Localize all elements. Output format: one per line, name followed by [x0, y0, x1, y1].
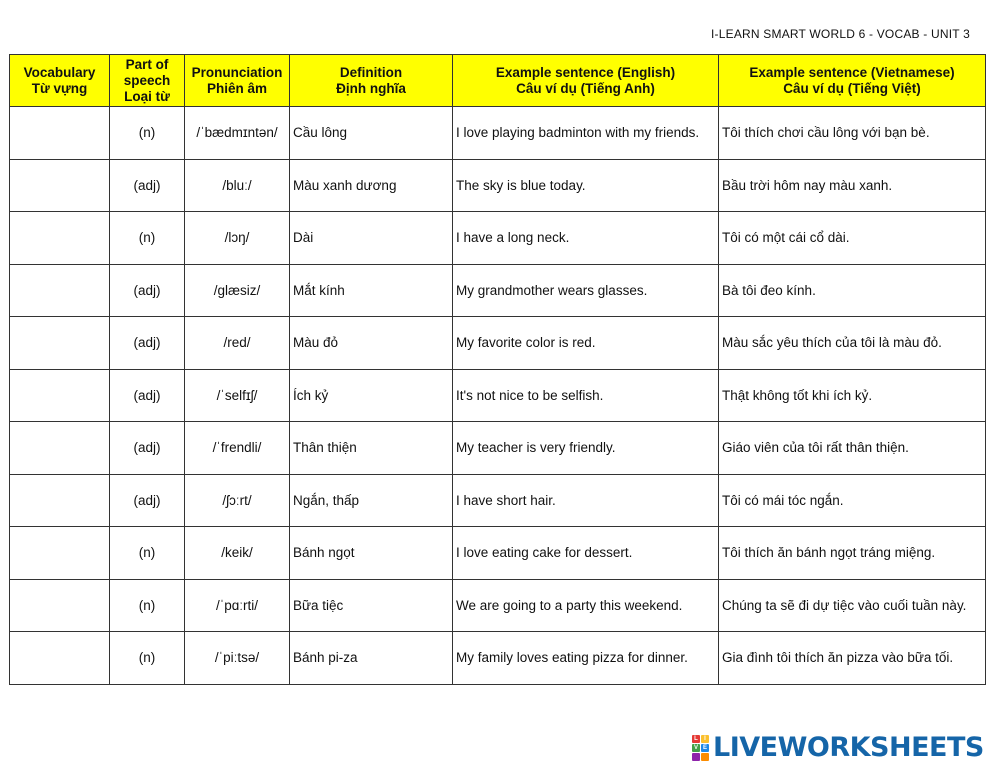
cell-pronunciation: /ˈfrendli/: [185, 422, 290, 475]
cell-example-vietnamese: Tôi thích ăn bánh ngọt tráng miệng.: [719, 527, 986, 580]
logo-icon-tile: L: [692, 735, 700, 743]
cell-pronunciation: /ˈpiːtsə/: [185, 632, 290, 685]
cell-example-vietnamese: Giáo viên của tôi rất thân thiện.: [719, 422, 986, 475]
cell-example-vietnamese: Gia đình tôi thích ăn pizza vào bữa tối.: [719, 632, 986, 685]
cell-example-english: I love playing badminton with my friends.: [453, 107, 719, 160]
column-header-line: Example sentence (Vietnamese): [749, 64, 955, 80]
cell-example-english: My grandmother wears glasses.: [453, 264, 719, 317]
cell-example-english: I love eating cake for dessert.: [453, 527, 719, 580]
cell-part-of-speech: (n): [110, 632, 185, 685]
cell-vocabulary[interactable]: [10, 527, 110, 580]
cell-definition: Ích kỷ: [290, 369, 453, 422]
cell-example-vietnamese: Bầu trời hôm nay màu xanh.: [719, 159, 986, 212]
cell-definition: Màu xanh dương: [290, 159, 453, 212]
cell-vocabulary[interactable]: [10, 317, 110, 370]
cell-vocabulary[interactable]: [10, 212, 110, 265]
table-row: [10, 317, 986, 370]
cell-pronunciation: /lɔŋ/: [185, 212, 290, 265]
cell-vocabulary[interactable]: [10, 264, 110, 317]
cell-example-english: I have a long neck.: [453, 212, 719, 265]
table-row: [10, 422, 986, 475]
table-row: [10, 474, 986, 527]
cell-part-of-speech: (adj): [110, 474, 185, 527]
page-title: I-LEARN SMART WORLD 6 - VOCAB - UNIT 3: [711, 27, 970, 41]
liveworksheets-logo-icon: [692, 735, 709, 761]
cell-vocabulary[interactable]: [10, 107, 110, 160]
liveworksheets-logo: [692, 733, 984, 763]
cell-part-of-speech: (adj): [110, 369, 185, 422]
cell-vocabulary[interactable]: [10, 474, 110, 527]
cell-pronunciation: /glæsiz/: [185, 264, 290, 317]
logo-text: LIVEWORKSHEETS: [713, 732, 984, 763]
table-row: [10, 369, 986, 422]
logo-icon-tile: V: [693, 745, 698, 751]
cell-definition: Bánh ngọt: [290, 527, 453, 580]
column-header-part-of-speech: [110, 55, 185, 107]
table-row: [10, 527, 986, 580]
cell-definition: Màu đỏ: [290, 317, 453, 370]
column-header-line: Từ vựng: [31, 80, 88, 96]
column-header-line: Definition: [339, 64, 403, 80]
cell-pronunciation: /red/: [185, 317, 290, 370]
cell-example-english: My family loves eating pizza for dinner.: [453, 632, 719, 685]
cell-pronunciation: /bluː/: [185, 159, 290, 212]
cell-example-english: My teacher is very friendly.: [453, 422, 719, 475]
cell-vocabulary[interactable]: [10, 369, 110, 422]
column-header-pronunciation: [185, 55, 290, 107]
cell-vocabulary[interactable]: [10, 632, 110, 685]
logo-icon-tile: [701, 753, 709, 761]
cell-example-vietnamese: Chúng ta sẽ đi dự tiệc vào cuối tuần này.: [719, 579, 986, 632]
logo-icon-tile: I: [701, 735, 709, 743]
table-row: [10, 579, 986, 632]
column-header-example-english: [453, 55, 719, 107]
cell-definition: Bữa tiệc: [290, 579, 453, 632]
cell-part-of-speech: (adj): [110, 159, 185, 212]
column-header-line: Pronunciation: [191, 64, 283, 80]
table-row: [10, 632, 986, 685]
column-header-line: Part of: [125, 56, 169, 72]
cell-example-english: It's not nice to be selfish.: [453, 369, 719, 422]
cell-pronunciation: /ˈpɑːrti/: [185, 579, 290, 632]
cell-pronunciation: /keik/: [185, 527, 290, 580]
cell-example-english: The sky is blue today.: [453, 159, 719, 212]
column-header-line: Vocabulary: [23, 64, 96, 80]
column-header-line: Example sentence (English): [495, 64, 676, 80]
column-header-line: Định nghĩa: [336, 80, 406, 96]
table-row: [10, 264, 986, 317]
cell-example-vietnamese: Tôi có một cái cổ dài.: [719, 212, 986, 265]
column-header-definition: [290, 55, 453, 107]
table-row: [10, 159, 986, 212]
table-row: [10, 212, 986, 265]
cell-part-of-speech: (n): [110, 107, 185, 160]
cell-definition: Ngắn, thấp: [290, 474, 453, 527]
table-row: [10, 107, 986, 160]
cell-definition: Cầu lông: [290, 107, 453, 160]
cell-example-vietnamese: Màu sắc yêu thích của tôi là màu đỏ.: [719, 317, 986, 370]
cell-part-of-speech: (adj): [110, 264, 185, 317]
cell-vocabulary[interactable]: [10, 422, 110, 475]
cell-part-of-speech: (n): [110, 212, 185, 265]
cell-pronunciation: /ˈbædmɪntən/: [185, 107, 290, 160]
vocab-table-body: [10, 107, 986, 685]
cell-example-vietnamese: Tôi có mái tóc ngắn.: [719, 474, 986, 527]
cell-example-vietnamese: Tôi thích chơi cầu lông với bạn bè.: [719, 107, 986, 160]
column-header-line: Phiên âm: [206, 80, 268, 96]
cell-part-of-speech: (adj): [110, 422, 185, 475]
column-header-line: Câu ví dụ (Tiếng Việt): [783, 80, 921, 96]
cell-definition: Thân thiện: [290, 422, 453, 475]
cell-example-english: We are going to a party this weekend.: [453, 579, 719, 632]
column-header-line: Loại từ: [124, 88, 170, 104]
cell-example-vietnamese: Thật không tốt khi ích kỷ.: [719, 369, 986, 422]
vocab-table: [9, 54, 986, 685]
cell-vocabulary[interactable]: [10, 579, 110, 632]
cell-vocabulary[interactable]: [10, 159, 110, 212]
cell-pronunciation: /ʃɔːrt/: [185, 474, 290, 527]
logo-icon-tile: E: [702, 745, 707, 751]
cell-example-english: My favorite color is red.: [453, 317, 719, 370]
column-header-vocabulary: [10, 55, 110, 107]
logo-icon-tile: [692, 753, 700, 761]
table-header-row: [10, 55, 986, 107]
cell-definition: Bánh pi-za: [290, 632, 453, 685]
cell-example-vietnamese: Bà tôi đeo kính.: [719, 264, 986, 317]
cell-part-of-speech: (n): [110, 527, 185, 580]
cell-definition: Mắt kính: [290, 264, 453, 317]
column-header-line: speech: [123, 72, 171, 88]
cell-pronunciation: /ˈselfɪʃ/: [185, 369, 290, 422]
column-header-example-vietnamese: [719, 55, 986, 107]
cell-part-of-speech: (n): [110, 579, 185, 632]
cell-example-english: I have short hair.: [453, 474, 719, 527]
column-header-line: Câu ví dụ (Tiếng Anh): [516, 80, 655, 96]
cell-part-of-speech: (adj): [110, 317, 185, 370]
cell-definition: Dài: [290, 212, 453, 265]
